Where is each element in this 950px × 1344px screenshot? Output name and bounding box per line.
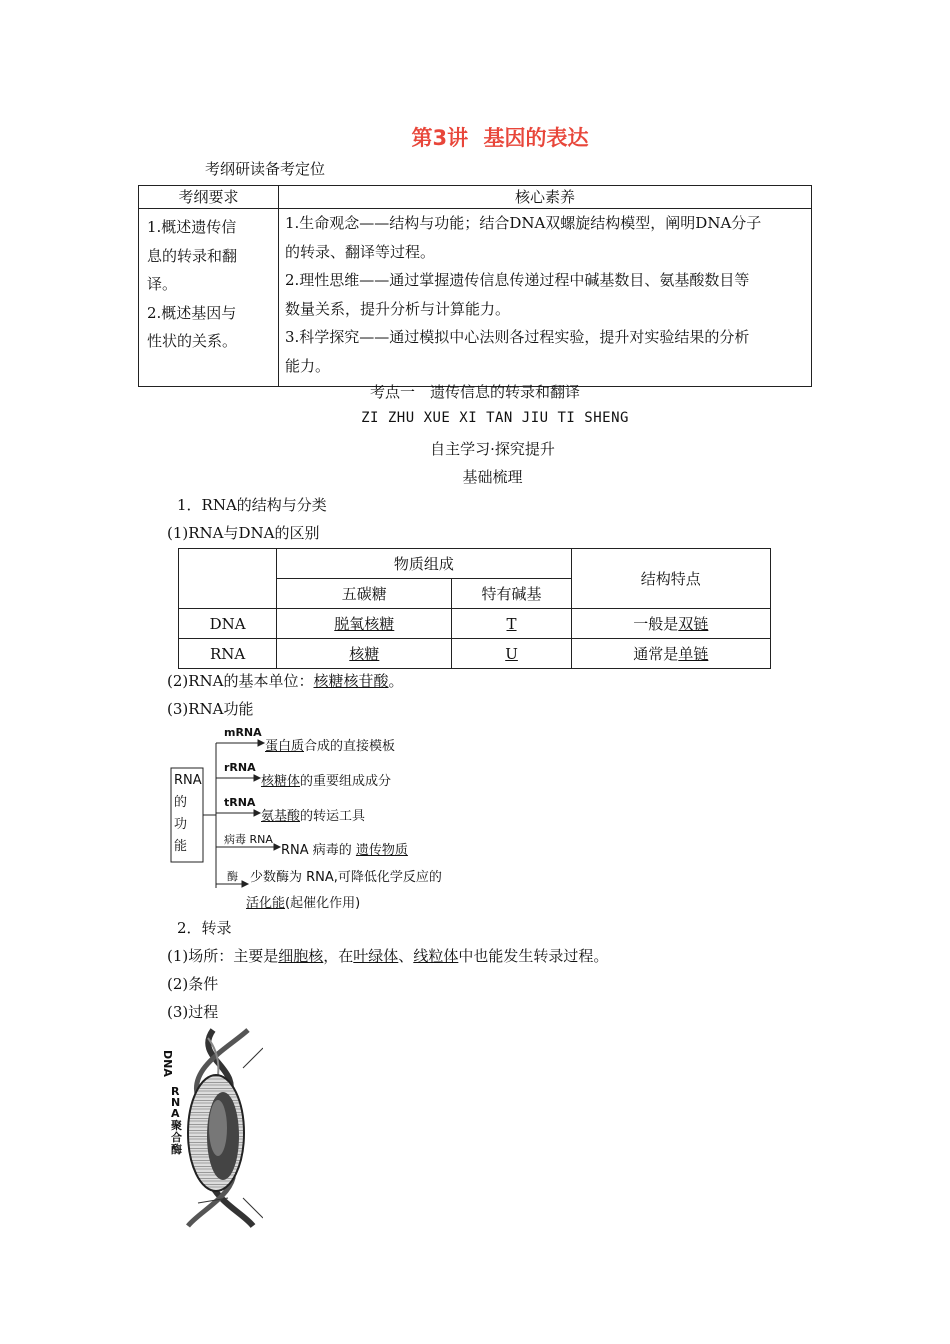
lit-line: 能力。	[285, 356, 331, 375]
branch-text-trna	[261, 805, 365, 824]
struct-prefix: 通常是	[633, 645, 679, 663]
basics-heading: 基础梳理	[462, 468, 523, 486]
struct-value: 双链	[678, 615, 709, 633]
box-text: 的	[174, 795, 188, 810]
self-study-heading: 自主学习·探究提升	[430, 440, 555, 458]
lit-line: 的转录、翻译等过程。	[285, 242, 436, 261]
unit-suffix: 。	[388, 672, 404, 690]
req-line: 性状的关系。	[147, 332, 238, 350]
table-row	[179, 639, 771, 669]
branch-rest: (起催化作用)	[285, 896, 361, 911]
branch-label-mrna: mRNA	[224, 726, 262, 739]
unit-prefix: (2)RNA的基本单位：	[167, 672, 314, 690]
lit-line: 1.生命观念——结构与功能；结合DNA双螺旋结构模型，阐明DNA分子	[285, 214, 762, 232]
req-line: 译。	[147, 275, 178, 293]
lit-line: 数量关系，提升分析与计算能力。	[285, 299, 511, 318]
site-pre: (1)场所：主要是	[167, 947, 279, 965]
struct-prefix: 一般是	[633, 615, 679, 633]
branch-text-mrna	[265, 735, 395, 754]
lit-line: 3.科学探究——通过模拟中心法则各过程实验，提升对实验结果的分析	[285, 328, 750, 346]
rna-dna-table	[178, 548, 771, 669]
branch-key: 核糖体	[261, 774, 301, 789]
sugar-value: 脱氧核糖	[334, 615, 395, 633]
transcription-conditions: (2)条件	[167, 975, 219, 993]
branch-label-rrna: rRNA	[224, 761, 256, 774]
rna-function-box	[174, 770, 202, 858]
section-transcription: 2．转录	[177, 919, 232, 937]
branch-key: 活化能	[246, 896, 286, 911]
lesson-topic: 基因的表达	[483, 126, 589, 150]
site-chloroplast: 叶绿体	[353, 947, 399, 965]
section-rna-structure: 1．RNA的结构与分类	[177, 496, 327, 514]
rna-function-heading: (3)RNA功能	[167, 700, 254, 718]
lesson-number: 第3讲	[411, 126, 469, 150]
branch-label-trna: tRNA	[224, 796, 256, 809]
branch-key: 蛋白质	[265, 739, 305, 754]
base-value: U	[505, 644, 518, 663]
box-text: 功	[174, 817, 188, 832]
branch-label-virus: 病毒 RNA	[224, 833, 273, 846]
header-structure: 结构特点	[571, 549, 770, 609]
site-mid: ，在	[323, 947, 354, 965]
rna-label: RNA	[171, 1085, 181, 1120]
req-line: 息的转录和翻	[147, 246, 238, 265]
enzyme-label: 聚合酶	[171, 1119, 182, 1156]
site-post: 中也能发生转录过程。	[458, 947, 609, 965]
site-mitochondria: 线粒体	[413, 947, 459, 965]
header-base: 特有碱基	[452, 579, 571, 609]
sugar-value: 核糖	[349, 645, 380, 663]
lit-line: 2.理性思维——通过掌握遗传信息传递过程中碱基数目、氨基酸数目等	[285, 271, 750, 289]
row-name: RNA	[179, 639, 277, 669]
syllabus-table	[138, 185, 812, 387]
req-line: 2.概述基因与	[147, 303, 237, 322]
branch-text-enzyme: 少数酶为 RNA,可降低化学反应的	[250, 870, 442, 885]
rna-basic-unit	[167, 670, 404, 691]
branch-label-enzyme: 酶	[227, 870, 238, 883]
transcription-figure	[161, 1028, 263, 1228]
rna-function-diagram	[170, 728, 490, 913]
branch-key: 遗传物质	[355, 843, 408, 858]
req-line: 1.概述遗传信	[147, 218, 237, 236]
branch-key: 氨基酸	[261, 809, 301, 824]
header-requirements: 考纲要求	[139, 186, 279, 209]
branch-text-virus	[281, 839, 408, 858]
branch-rest: 合成的直接模板	[304, 739, 396, 754]
site-nucleus: 细胞核	[278, 947, 324, 965]
box-text: 能	[174, 839, 188, 854]
pinyin-heading: ZI ZHU XUE XI TAN JIU TI SHENG	[361, 410, 629, 426]
table-row	[179, 609, 771, 639]
transcription-process: (3)过程	[167, 1003, 219, 1021]
kaodian-heading: 考点一 遗传信息的转录和翻译	[369, 383, 580, 401]
struct-value: 单链	[678, 645, 709, 663]
header-literacy: 核心素养	[279, 186, 812, 209]
empty-corner-cell	[179, 549, 277, 609]
transcription-site	[167, 945, 608, 966]
branch-rest: 的转运工具	[300, 809, 366, 824]
requirements-cell	[139, 209, 279, 387]
branch-text-enzyme-2	[246, 892, 360, 911]
subsection-rna-dna-diff: (1)RNA与DNA的区别	[167, 524, 320, 542]
branch-text-rrna	[261, 770, 391, 789]
box-text: RNA	[174, 773, 202, 788]
header-sugar: 五碳糖	[277, 579, 452, 609]
dna-label: DNA	[161, 1050, 174, 1077]
literacy-cell	[279, 209, 812, 387]
site-mid: 、	[398, 947, 414, 965]
row-name: DNA	[179, 609, 277, 639]
exam-section-heading: 考纲研读备考定位	[205, 160, 326, 178]
branch-rest: 的重要组成成分	[300, 774, 392, 789]
header-material: 物质组成	[277, 549, 571, 579]
branch-pre: RNA 病毒的	[281, 843, 356, 858]
base-value: T	[506, 614, 517, 633]
unit-value: 核糖核苷酸	[313, 672, 389, 690]
page-title	[0, 122, 950, 152]
